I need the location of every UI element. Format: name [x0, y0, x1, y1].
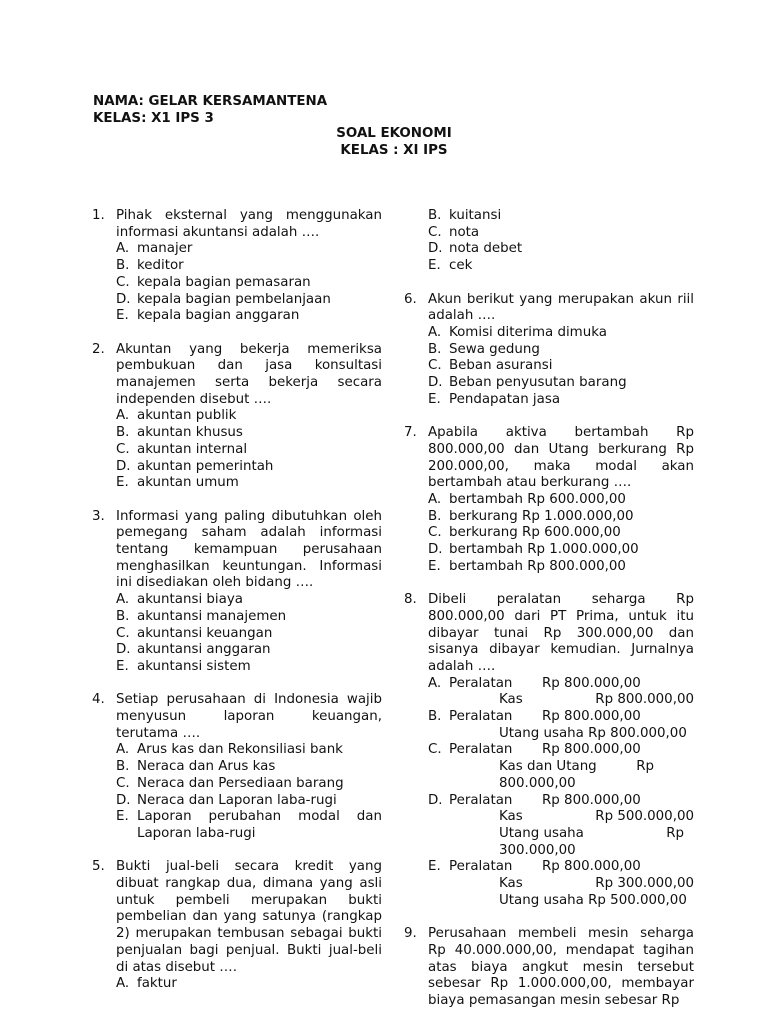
option-c: C. Neraca dan Persediaan barang — [116, 775, 344, 791]
option-b: B. Neraca dan Arus kas — [116, 759, 276, 775]
question-2: 2. Akuntan yang bekerja memeriksa pembukuan dan jasa konsultasi manajemen serta bekerja secara independen disebut …. A. akuntan publik B. akuntan khusus C. akuntan internal D. akuntan pemerintah E. akuntan umum — [92, 341, 382, 491]
option-b: B. keditor — [116, 258, 184, 274]
option-e: E. akuntan umum — [116, 475, 239, 491]
question-1: 1. Pihak eksternal yang menggunakan informasi akuntansi adalah …. A. manajer B. keditor C. kepala bagian pemasaran D. kepala bagian pembelanjaan E. kepala bagian anggaran — [92, 208, 382, 324]
student-header — [93, 93, 327, 127]
exam-subtitle: KELAS : XI IPS — [340, 143, 448, 158]
question-text: Pihak eksternal yang menggunakan informasi akuntansi adalah …. — [116, 208, 382, 240]
question-4: 4. Setiap perusahaan di Indonesia wajib menyusun laporan keuangan, terutama …. A. Arus kas dan Rekonsiliasi bank B. Neraca dan Arus kas C. Neraca dan Persediaan barang D. Neraca dan Laporan laba-rugi E. Laporan perubahan modal dan Laporan laba-rugi — [92, 692, 382, 841]
option-e: E. akuntansi sistem — [116, 658, 251, 674]
option-a: A. faktur — [116, 976, 177, 992]
option-e: E. Pendapatan jasa — [428, 391, 561, 407]
option-c: C. akuntan internal — [116, 441, 248, 457]
option-d: D. Peralatan Rp 800.000,00 Kas Rp 500.000,00 Utang usaha Rp 300.000,00 — [428, 792, 694, 858]
option-e: E. Peralatan Rp 800.000,00 Kas Rp 300.000,00 Utang usaha Rp 500.000,00 — [428, 859, 694, 908]
option-b: B. akuntan khusus — [116, 425, 243, 441]
question-9: 9. Perusahaan membeli mesin seharga Rp 40.000.000,00, mendapat tagihan atas biaya angkut mesin tersebut sebesar Rp 1.000.000,00, membayar biaya pemasangan mesin sebesar Rp — [404, 926, 694, 1008]
option-a: A. Komisi diterima dimuka — [428, 324, 607, 340]
option-d: D. akuntan pemerintah — [116, 458, 274, 474]
option-a: A. Peralatan Rp 800.000,00 Kas Rp 800.000,00 — [428, 675, 694, 708]
question-8: 8. Dibeli peralatan seharga Rp 800.000,00 dari PT Prima, untuk itu dibayar tunai Rp 300.000,00 dan sisanya dibayar kemudian. Jurnalnya adalah …. A. Peralatan Rp 800.000,00 Kas Rp 800.000,00 B. Peralatan Rp 800.000,00 Utang usaha Rp 800.000,00 C. Peralatan Rp 800.000,00 Kas dan Utang Rp 800.000,00 D. Peralatan Rp 800.000,00 Kas Rp 500.000,00 Utang usaha Rp 300.000,00 E. Peralatan Rp 800.000,00 Kas Rp 300.000,00 Utang usaha Rp 500.000,00 — [404, 592, 694, 908]
option-b: B. kuitansi — [428, 208, 502, 223]
option-c: C. nota — [428, 224, 480, 240]
option-d: D. nota debet — [428, 241, 523, 257]
option-e: E. bertambah Rp 800.000,00 — [428, 558, 626, 574]
option-d: D. Beban penyusutan barang — [428, 375, 627, 391]
option-d: D. Neraca dan Laporan laba-rugi — [116, 792, 337, 808]
option-b: B. akuntansi manajemen — [116, 608, 287, 624]
option-c: C. kepala bagian pemasaran — [116, 274, 311, 290]
option-d: D. kepala bagian pembelanjaan — [116, 291, 331, 307]
question-text: Akuntan yang bekerja memeriksa pembukuan dan jasa konsultasi manajemen serta bekerja secara independen disebut …. — [116, 341, 382, 407]
option-a: A. Arus kas dan Rekonsiliasi bank — [116, 742, 343, 758]
right-column — [404, 208, 694, 1026]
option-c: C. Peralatan Rp 800.000,00 Kas dan Utang Rp 800.000,00 — [428, 742, 654, 791]
question-text: Apabila aktiva bertambah Rp 800.000,00 dan Utang berkurang Rp 200.000,00, maka modal akan bertambah atau berkurang …. — [428, 425, 694, 491]
option-c: C. akuntansi keuangan — [116, 625, 273, 641]
option-a: A. manajer — [116, 241, 193, 257]
question-5: 5. Bukti jual-beli secara kredit yang dibuat rangkap dua, dimana yang asli untuk pembeli merupakan bukti pembelian dan yang satunya (rangkap 2) merupakan tembusan sebagai bukti penjualan bagi penjual. Bukti jual-beli di atas disebut …. A. faktur — [92, 859, 382, 992]
question-text: Bukti jual-beli secara kredit yang dibuat rangkap dua, dimana yang asli untuk pembeli merupakan bukti pembelian dan yang satunya (rangkap 2) merupakan tembusan sebagai bukti penjualan bagi penjual. Bukti jual-beli di atas disebut …. — [116, 859, 382, 975]
option-d: D. akuntansi anggaran — [116, 642, 271, 658]
option-a: A. bertambah Rp 600.000,00 — [428, 491, 626, 507]
option-e: E. Laporan perubahan modal dan Laporan laba-rugi — [116, 809, 382, 841]
question-text: Dibeli peralatan seharga Rp 800.000,00 dari PT Prima, untuk itu dibayar tunai Rp 300.000,00 dan sisanya dibayar kemudian. Jurnalnya adalah …. — [428, 592, 694, 674]
option-b: B. Sewa gedung — [428, 341, 540, 357]
question-text: Informasi yang paling dibutuhkan oleh pemegang saham adalah informasi tentang kemampuan perusahaan menghasilkan keuntungan. Informasi ini disediakan oleh bidang …. — [116, 508, 382, 591]
question-6: 6. Akun berikut yang merupakan akun riil adalah …. A. Komisi diterima dimuka B. Sewa gedung C. Beban asuransi D. Beban penyusutan barang E. Pendapatan jasa — [404, 291, 694, 407]
question-text: Akun berikut yang merupakan akun riil adalah …. — [428, 291, 694, 324]
question-text: Setiap perusahaan di Indonesia wajib menyusun laporan keuangan, terutama …. — [116, 692, 382, 741]
student-class: KELAS: X1 IPS 3 — [93, 111, 214, 126]
option-c: C. Beban asuransi — [428, 358, 553, 374]
question-3: 3. Informasi yang paling dibutuhkan oleh pemegang saham adalah informasi tentang kemampuan perusahaan menghasilkan keuntungan. Informasi ini disediakan oleh bidang …. A. akuntansi biaya B. akuntansi manajemen C. akuntansi keuangan D. akuntansi anggaran E. akuntansi sistem — [92, 508, 382, 674]
option-a: A. akuntansi biaya — [116, 592, 243, 608]
student-name: NAMA: GELAR KERSAMANTENA — [93, 94, 328, 109]
option-b: B. berkurang Rp 1.000.000,00 — [428, 508, 634, 524]
question-text: Perusahaan membeli mesin seharga Rp 40.000.000,00, mendapat tagihan atas biaya angkut mesin tersebut sebesar Rp 1.000.000,00, membayar biaya pemasangan mesin sebesar Rp — [428, 926, 694, 1008]
option-e: E. kepala bagian anggaran — [116, 308, 300, 324]
option-d: D. bertambah Rp 1.000.000,00 — [428, 542, 639, 558]
question-5-continued — [404, 208, 694, 275]
exam-title: SOAL EKONOMI — [336, 126, 452, 141]
option-c: C. berkurang Rp 600.000,00 — [428, 525, 621, 541]
option-e: E. cek — [428, 258, 473, 274]
option-b: B. Peralatan Rp 800.000,00 Utang usaha Rp 800.000,00 — [428, 709, 687, 741]
question-7: 7. Apabila aktiva bertambah Rp 800.000,00 dan Utang berkurang Rp 200.000,00, maka modal akan bertambah atau berkurang …. A. bertambah Rp 600.000,00 B. berkurang Rp 1.000.000,00 C. berkurang Rp 600.000,00 D. bertambah Rp 1.000.000,00 E. bertambah Rp 800.000,00 — [404, 425, 694, 574]
option-a: A. akuntan publik — [116, 408, 237, 424]
exam-title-block — [0, 125, 768, 159]
left-column — [92, 208, 382, 1010]
